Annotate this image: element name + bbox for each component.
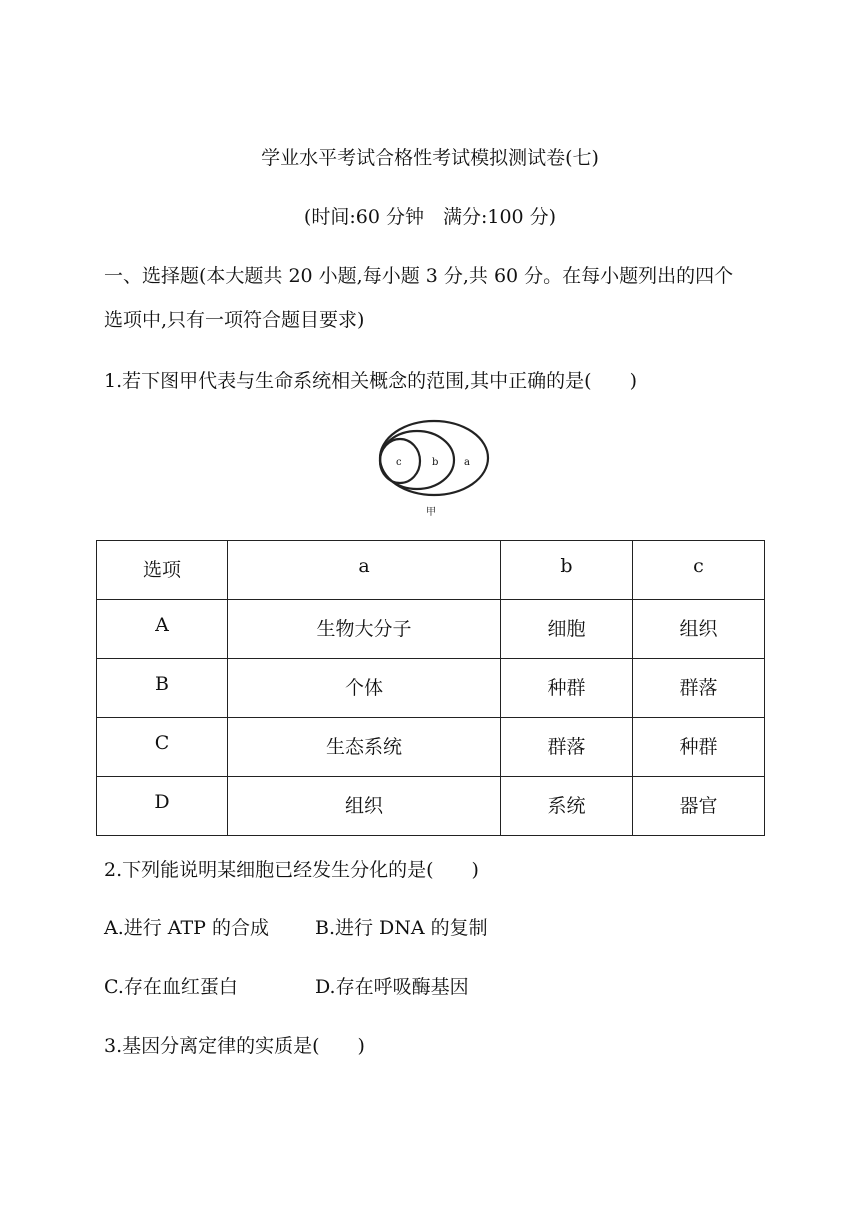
table-row [97, 718, 765, 777]
table-cell: C [97, 718, 228, 777]
table-cell: 器官 [633, 777, 765, 836]
table-cell: 个体 [228, 659, 501, 718]
table-header-cell: b [501, 541, 633, 600]
table-row [97, 777, 765, 836]
table-cell: 细胞 [501, 600, 633, 659]
section-instructions-line2: 选项中,只有一项符合题目要求) [104, 309, 365, 331]
table-cell: 生物大分子 [228, 600, 501, 659]
table-row [97, 659, 765, 718]
table-cell: 系统 [501, 777, 633, 836]
exam-subtitle: (时间:60 分钟 满分:100 分) [303, 206, 557, 228]
question-2-option-a: A.进行 ATP 的合成 [104, 917, 269, 939]
table-header-cell: 选项 [97, 541, 228, 600]
page-title: 学业水平考试合格性考试模拟测试卷(七) [261, 147, 599, 169]
table-cell: 群落 [633, 659, 765, 718]
table-cell: B [97, 659, 228, 718]
table-cell: A [97, 600, 228, 659]
table-cell: 组织 [633, 600, 765, 659]
diagram-label-c: c [396, 457, 402, 468]
diagram-caption: 甲 [426, 507, 436, 518]
table-cell: D [97, 777, 228, 836]
table-cell: 群落 [501, 718, 633, 777]
question-1-stem: 1.若下图甲代表与生命系统相关概念的范围,其中正确的是( ) [104, 370, 637, 392]
diagram-label-a: a [464, 457, 470, 468]
table-cell: 组织 [228, 777, 501, 836]
question-2-stem: 2.下列能说明某细胞已经发生分化的是( ) [104, 859, 479, 881]
table-cell: 种群 [633, 718, 765, 777]
diagram-label-b: b [432, 457, 439, 468]
section-instructions-line1: 一、选择题(本大题共 20 小题,每小题 3 分,共 60 分。在每小题列出的四个 [104, 265, 734, 287]
table-cell: 种群 [501, 659, 633, 718]
nested-ellipse-diagram [372, 416, 496, 520]
question-1-options-table [96, 540, 765, 836]
table-row [97, 600, 765, 659]
table-header-row [97, 541, 765, 600]
table-header-cell: a [228, 541, 501, 600]
table-header-cell: c [633, 541, 765, 600]
question-2-option-c: C.存在血红蛋白 [104, 976, 238, 998]
question-2-option-d: D.存在呼吸酶基因 [315, 976, 469, 998]
question-3-stem: 3.基因分离定律的实质是( ) [104, 1035, 365, 1057]
table-cell: 生态系统 [228, 718, 501, 777]
question-2-option-b: B.进行 DNA 的复制 [315, 917, 488, 939]
